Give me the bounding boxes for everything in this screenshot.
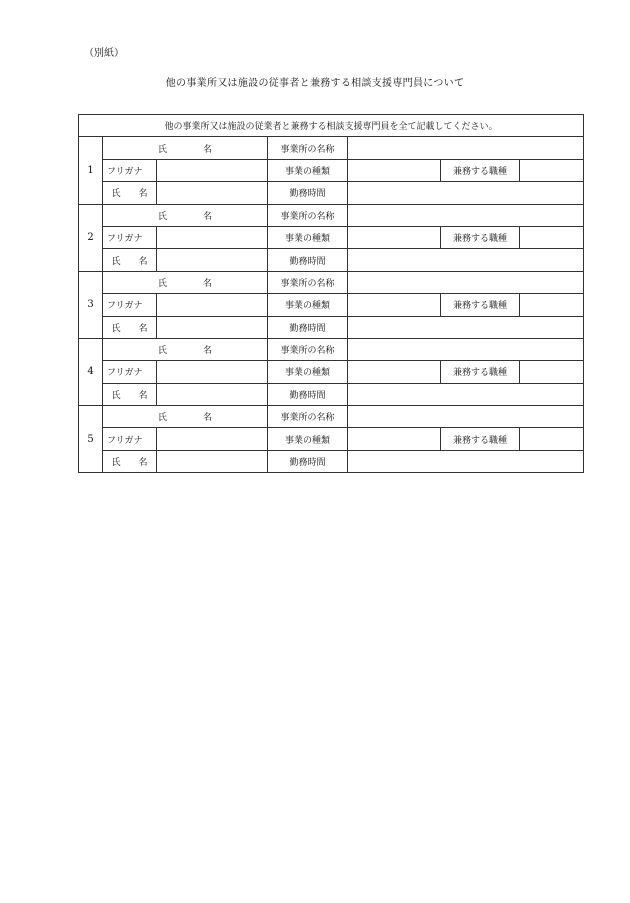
business-type-field[interactable] xyxy=(348,226,441,248)
entry-row-name-header xyxy=(79,204,584,226)
work-hours-field[interactable] xyxy=(348,316,584,338)
name-field[interactable] xyxy=(157,383,268,405)
office-name-field[interactable] xyxy=(348,338,584,360)
concurrent-staff-table xyxy=(78,114,584,473)
name-field[interactable] xyxy=(157,316,268,338)
business-type-label: 事業の種類 xyxy=(268,159,348,181)
concurrent-role-field[interactable] xyxy=(520,294,584,316)
furigana-label: フリガナ xyxy=(103,294,157,316)
work-hours-label: 勤務時間 xyxy=(268,450,348,472)
entry-row-name xyxy=(79,383,584,405)
entry-number: 1 xyxy=(79,137,103,204)
concurrent-role-label: 兼務する職種 xyxy=(441,361,520,383)
office-name-field[interactable] xyxy=(348,204,584,226)
office-name-field[interactable] xyxy=(348,137,584,159)
office-name-label: 事業所の名称 xyxy=(268,137,348,159)
furigana-label: フリガナ xyxy=(103,361,157,383)
business-type-field[interactable] xyxy=(348,159,441,181)
name-header-label: 氏 名 xyxy=(103,406,268,428)
concurrent-role-field[interactable] xyxy=(520,226,584,248)
entry-row-name xyxy=(79,249,584,271)
entry-row-name xyxy=(79,316,584,338)
furigana-label: フリガナ xyxy=(103,159,157,181)
entry-row-name xyxy=(79,182,584,204)
office-name-field[interactable] xyxy=(348,271,584,293)
furigana-field[interactable] xyxy=(157,226,268,248)
furigana-label: フリガナ xyxy=(103,226,157,248)
furigana-field[interactable] xyxy=(157,361,268,383)
entry-row-name-header xyxy=(79,137,584,159)
name-header-label: 氏 名 xyxy=(103,338,268,360)
business-type-label: 事業の種類 xyxy=(268,294,348,316)
entry-row-furigana xyxy=(79,226,584,248)
business-type-label: 事業の種類 xyxy=(268,361,348,383)
table-instruction: 他の事業所又は施設の従業者と兼務する相談支援専門員を全て記載してください。 xyxy=(79,115,584,137)
entry-row-furigana xyxy=(79,428,584,450)
work-hours-field[interactable] xyxy=(348,383,584,405)
office-name-label: 事業所の名称 xyxy=(268,406,348,428)
concurrent-role-field[interactable] xyxy=(520,159,584,181)
entry-row-name-header xyxy=(79,271,584,293)
entry-row-name xyxy=(79,450,584,472)
entry-number: 4 xyxy=(79,338,103,405)
business-type-field[interactable] xyxy=(348,428,441,450)
business-type-label: 事業の種類 xyxy=(268,428,348,450)
business-type-label: 事業の種類 xyxy=(268,226,348,248)
entry-number: 3 xyxy=(79,271,103,338)
work-hours-label: 勤務時間 xyxy=(268,249,348,271)
entry-number: 5 xyxy=(79,406,103,473)
name-field[interactable] xyxy=(157,249,268,271)
document-title: 他の事業所又は施設の従事者と兼務する相談支援専門員について xyxy=(165,78,465,89)
entry-row-name-header xyxy=(79,338,584,360)
name-field[interactable] xyxy=(157,450,268,472)
entry-row-furigana xyxy=(79,294,584,316)
entry-number: 2 xyxy=(79,204,103,271)
work-hours-label: 勤務時間 xyxy=(268,316,348,338)
office-name-field[interactable] xyxy=(348,406,584,428)
concurrent-role-field[interactable] xyxy=(520,428,584,450)
furigana-field[interactable] xyxy=(157,428,268,450)
name-header-label: 氏 名 xyxy=(103,204,268,226)
entry-row-furigana xyxy=(79,361,584,383)
entry-row-name-header xyxy=(79,406,584,428)
annex-label: （別紙） xyxy=(84,48,124,59)
name-label: 氏 名 xyxy=(103,182,157,204)
name-label: 氏 名 xyxy=(103,249,157,271)
furigana-field[interactable] xyxy=(157,294,268,316)
work-hours-field[interactable] xyxy=(348,182,584,204)
entry-row-furigana xyxy=(79,159,584,181)
table-header-row xyxy=(79,115,584,137)
concurrent-role-label: 兼務する職種 xyxy=(441,294,520,316)
furigana-label: フリガナ xyxy=(103,428,157,450)
name-field[interactable] xyxy=(157,182,268,204)
office-name-label: 事業所の名称 xyxy=(268,271,348,293)
work-hours-label: 勤務時間 xyxy=(268,383,348,405)
business-type-field[interactable] xyxy=(348,361,441,383)
work-hours-field[interactable] xyxy=(348,249,584,271)
concurrent-role-field[interactable] xyxy=(520,361,584,383)
office-name-label: 事業所の名称 xyxy=(268,204,348,226)
concurrent-role-label: 兼務する職種 xyxy=(441,226,520,248)
office-name-label: 事業所の名称 xyxy=(268,338,348,360)
name-label: 氏 名 xyxy=(103,383,157,405)
name-label: 氏 名 xyxy=(103,316,157,338)
work-hours-label: 勤務時間 xyxy=(268,182,348,204)
name-header-label: 氏 名 xyxy=(103,137,268,159)
furigana-field[interactable] xyxy=(157,159,268,181)
work-hours-field[interactable] xyxy=(348,450,584,472)
business-type-field[interactable] xyxy=(348,294,441,316)
concurrent-role-label: 兼務する職種 xyxy=(441,159,520,181)
concurrent-role-label: 兼務する職種 xyxy=(441,428,520,450)
name-label: 氏 名 xyxy=(103,450,157,472)
name-header-label: 氏 名 xyxy=(103,271,268,293)
